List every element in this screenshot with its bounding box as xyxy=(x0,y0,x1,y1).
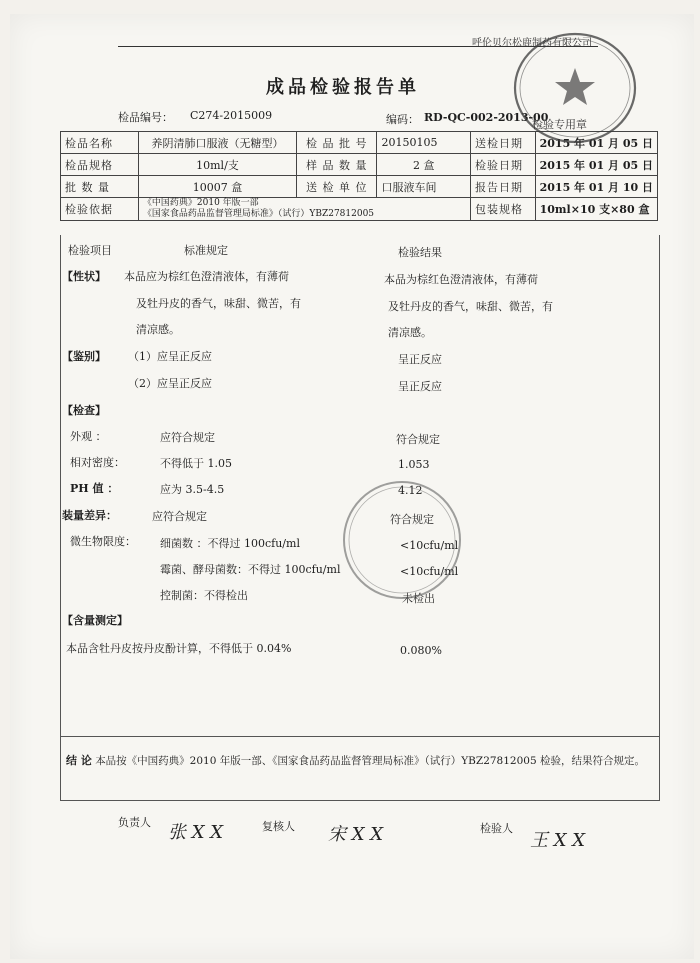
ident-std-2: （2）应呈正反应 xyxy=(128,377,212,390)
appearance-std: 应符合规定 xyxy=(160,431,215,444)
ph-label: PH 值 ： xyxy=(70,482,119,495)
code-value: RD-QC-002-2013-00 xyxy=(424,111,549,124)
qty-label: 样 品 数 量 xyxy=(297,154,377,176)
code-label: 编码： xyxy=(386,113,419,126)
unit-value: 口服液车间 xyxy=(377,176,471,198)
spec-value: 10ml/支 xyxy=(138,154,296,176)
trait-std-line-1: 本品应为棕红色澄清液体，有薄荷 xyxy=(124,270,289,283)
ident-res-2: 呈正反应 xyxy=(398,380,442,393)
name-label: 检品名称 xyxy=(61,132,139,154)
content-heading: 【含量测定】 xyxy=(62,614,128,627)
bacteria-std: 细菌数 ：不得过 100cfu/ml xyxy=(160,537,300,550)
lot-label: 批 数 量 xyxy=(61,176,139,198)
fill-std: 应符合规定 xyxy=(152,510,207,523)
col-result-heading: 检验结果 xyxy=(398,246,442,259)
micro-label: 微生物限度： xyxy=(70,535,136,548)
mold-std: 霉菌、酵母菌数：不得过 100cfu/ml xyxy=(160,563,341,576)
basis-value xyxy=(138,198,470,221)
basis-line-1: 《中国药典》2010 年版一部 xyxy=(142,198,259,208)
basis-line-2: 《国家食品药品监督管理局标准》（试行）YBZ27812005 xyxy=(142,209,375,219)
col-std-heading: 标准规定 xyxy=(184,244,228,257)
pack-label: 包装规格 xyxy=(470,198,535,221)
bacteria-res: <10cfu/ml xyxy=(400,539,459,552)
fill-res: 符合规定 xyxy=(390,513,434,526)
basis-label: 检验依据 xyxy=(61,198,139,221)
col-item-heading: 检验项目 xyxy=(68,244,112,257)
conclusion-text: 本品按《中国药典》2010 年版一部、《国家食品药品监督管理局标准》（试行）YBZ27812005 检验，结果符合规定。 xyxy=(95,755,645,767)
qc-stamp-caption: 检验专用章 xyxy=(532,118,587,131)
ph-res: 4.12 xyxy=(398,484,423,497)
trait-heading: 【性状】 xyxy=(62,270,106,283)
lot-value: 10007 盒 xyxy=(138,176,296,198)
reviewer-label: 复核人 xyxy=(262,820,295,833)
trait-res-line-1: 本品为棕红色澄清液体，有薄荷 xyxy=(384,273,538,286)
trait-std-line-3: 清凉感。 xyxy=(136,323,180,336)
trait-res-line-2: 及牡丹皮的香气，味甜、微苦，有 xyxy=(388,300,553,313)
conclusion-rule xyxy=(60,736,660,737)
density-res: 1.053 xyxy=(398,458,430,471)
mold-res: <10cfu/ml xyxy=(400,565,459,578)
sample-no: C274-2015009 xyxy=(190,109,273,122)
send-date-value: 2015 年 01 月 05 日 xyxy=(535,132,657,154)
send-date-label: 送检日期 xyxy=(470,132,535,154)
pack-value: 10ml×10 支×80 盒 xyxy=(535,198,657,221)
unit-label: 送 检 单 位 xyxy=(297,176,377,198)
batch-label: 检 品 批 号 xyxy=(297,132,377,154)
company-name: 呼伦贝尔松鹿制药有限公司 xyxy=(472,38,592,49)
qty-value: 2 盒 xyxy=(377,154,471,176)
responsible-signature: 张 X X xyxy=(168,822,224,843)
qc-stamp xyxy=(510,30,640,150)
center-stamp xyxy=(340,478,464,602)
test-date-value: 2015 年 01 月 05 日 xyxy=(535,154,657,176)
appearance-res: 符合规定 xyxy=(396,433,440,446)
content-std: 本品含牡丹皮按丹皮酚计算，不得低于 0.04% xyxy=(66,642,292,655)
inspector-signature: 王 X X xyxy=(530,830,586,851)
inspector-label: 检验人 xyxy=(480,822,513,835)
ident-std-1: （1）应呈正反应 xyxy=(128,350,212,363)
control-std: 控制菌：不得检出 xyxy=(160,589,248,602)
trait-std-line-2: 及牡丹皮的香气，味甜、微苦，有 xyxy=(136,297,301,310)
content-res: 0.080% xyxy=(400,644,442,657)
ph-std: 应为 3.5-4.5 xyxy=(160,483,225,496)
name-value: 养阴清肺口服液（无糖型） xyxy=(138,132,296,154)
appearance-label: 外观 ： xyxy=(70,430,107,443)
conclusion xyxy=(66,752,645,768)
reviewer-signature: 宋 X X xyxy=(328,824,384,845)
control-res: 未检出 xyxy=(402,592,435,605)
report-date-label: 报告日期 xyxy=(470,176,535,198)
density-label: 相对密度： xyxy=(70,456,125,469)
conclusion-label: 结 论 xyxy=(66,754,92,767)
check-heading: 【检查】 xyxy=(62,404,106,417)
test-date-label: 检验日期 xyxy=(470,154,535,176)
ident-heading: 【鉴别】 xyxy=(62,350,106,363)
ident-res-1: 呈正反应 xyxy=(398,353,442,366)
batch-value: 20150105 xyxy=(377,132,471,154)
sample-no-label: 检品编号： xyxy=(118,111,173,124)
report-date-value: 2015 年 01 月 10 日 xyxy=(535,176,657,198)
trait-res-line-3: 清凉感。 xyxy=(388,326,432,339)
report-title: 成品检验报告单 xyxy=(266,77,420,98)
density-std: 不得低于 1.05 xyxy=(160,457,232,470)
spec-label: 检品规格 xyxy=(61,154,139,176)
responsible-label: 负责人 xyxy=(118,816,151,829)
fill-label: 装量差异： xyxy=(62,509,117,522)
